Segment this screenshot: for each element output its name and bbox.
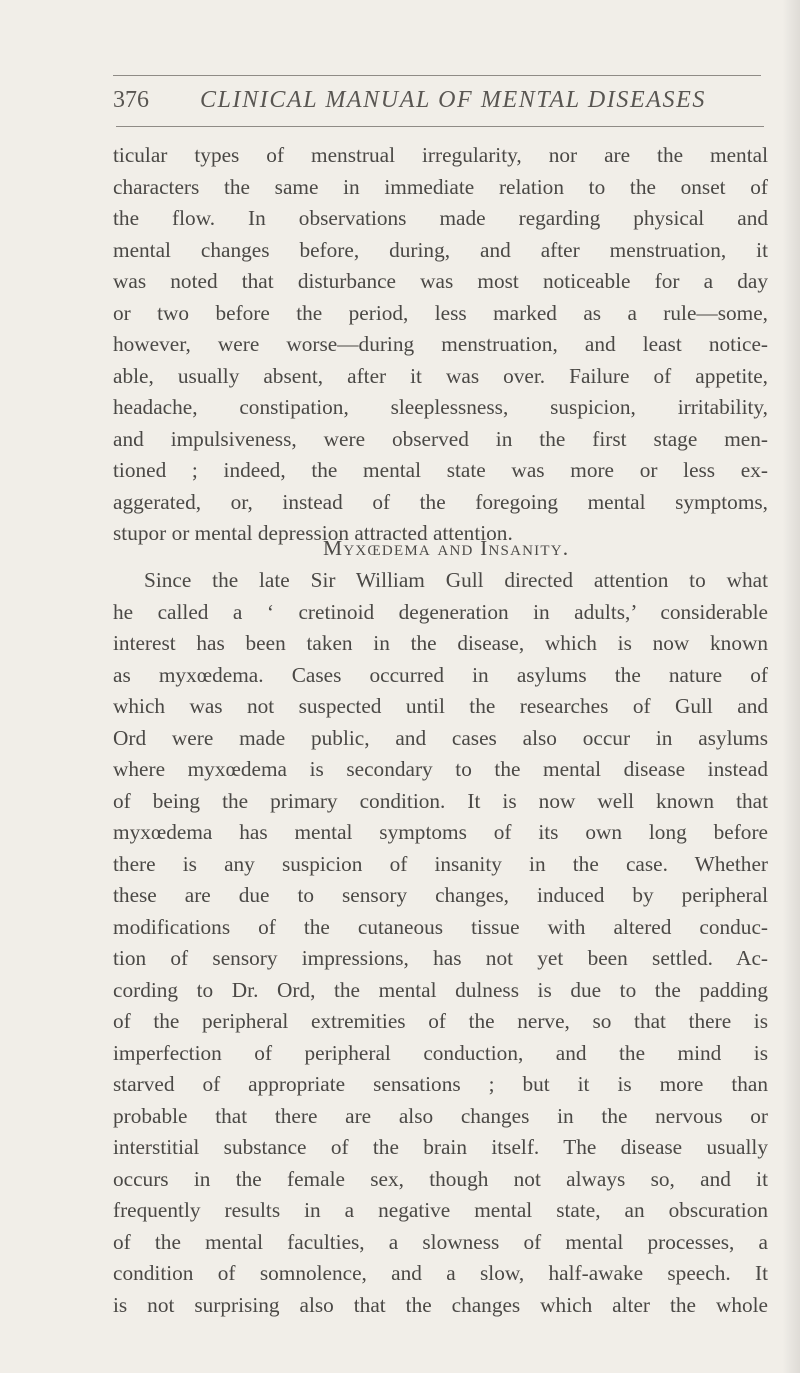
header-top-rule xyxy=(113,75,761,76)
text-line: starved of appropriate sensations ; but it is more than xyxy=(113,1072,768,1096)
page-header xyxy=(113,83,763,119)
text-line: where myxœdema is secondary to the mental disease instead xyxy=(113,757,768,781)
text-line: probable that there are also changes in the nervous or xyxy=(113,1103,768,1128)
text-line: there is any suspicion of insanity in the case. Whether xyxy=(113,851,768,876)
text-line: the flow. In observations made regarding physical and xyxy=(113,206,768,230)
text-line: tion of sensory impressions, has not yet been settled. Ac- xyxy=(113,946,768,970)
header-bottom-rule xyxy=(116,126,764,127)
text-line: characters the same in immediate relation to the onset of xyxy=(113,174,768,199)
text-line: of the mental faculties, a slowness of mental processes, a xyxy=(113,1229,768,1254)
text-line: ticular types of menstrual irregularity, nor are the mental xyxy=(113,143,768,167)
text-line: headache, constipation, sleeplessness, suspicion, irritability, xyxy=(113,395,768,419)
text-line: these are due to sensory changes, induced by peripheral xyxy=(113,883,768,907)
text-line: mental changes before, during, and after menstruation, it xyxy=(113,237,768,262)
text-line: interstitial substance of the brain itself. The disease usually xyxy=(113,1135,768,1159)
page-edge-shadow xyxy=(782,0,800,1373)
text-line: able, usually absent, after it was over. Failure of appetite, xyxy=(113,363,768,388)
section-heading: Myxœdema and Insanity. xyxy=(323,536,570,560)
text-line: Ord were made public, and cases also occur in asylums xyxy=(113,725,768,750)
text-line: cording to Dr. Ord, the mental dulness is due to the padding xyxy=(113,977,768,1002)
text-line: myxœdema has mental symptoms of its own long before xyxy=(113,820,768,844)
text-line: which was not suspected until the researches of Gull and xyxy=(113,694,768,718)
paragraph-menstrual-irregularity xyxy=(113,140,768,550)
running-head: CLINICAL MANUAL OF MENTAL DISEASES xyxy=(200,87,706,113)
text-line: is not surprising also that the changes which alter the whole xyxy=(113,1292,768,1317)
page-number: 376 xyxy=(113,87,149,113)
text-line: modifications of the cutaneous tissue with altered conduc- xyxy=(113,914,768,939)
text-line: or two before the period, less marked as a rule—some, xyxy=(113,300,768,325)
text-line: however, were worse—during menstruation, and least notice- xyxy=(113,332,768,356)
paragraph-myxoedema xyxy=(113,565,768,1321)
text-line: frequently results in a negative mental state, an obscuration xyxy=(113,1198,768,1222)
text-line: stupor or mental depression attracted attention. xyxy=(113,521,513,545)
text-line: Since the late Sir William Gull directed attention to what xyxy=(144,568,768,592)
text-line: condition of somnolence, and a slow, half-awake speech. It xyxy=(113,1261,768,1285)
text-line: of being the primary condition. It is now well known that xyxy=(113,788,768,813)
text-line: of the peripheral extremities of the nerve, so that there is xyxy=(113,1009,768,1033)
text-line: aggerated, or, instead of the foregoing mental symptoms, xyxy=(113,489,768,514)
text-line: interest has been taken in the disease, which is now known xyxy=(113,631,768,655)
text-line: he called a ‘ cretinoid degeneration in adults,’ considerable xyxy=(113,599,768,624)
text-line: occurs in the female sex, though not always so, and it xyxy=(113,1166,768,1191)
text-line: was noted that disturbance was most noticeable for a day xyxy=(113,269,768,293)
text-line: imperfection of peripheral conduction, and the mind is xyxy=(113,1040,768,1065)
text-line: and impulsiveness, were observed in the first stage men- xyxy=(113,426,768,451)
text-line: tioned ; indeed, the mental state was more or less ex- xyxy=(113,458,768,482)
text-line: as myxœdema. Cases occurred in asylums the nature of xyxy=(113,662,768,687)
